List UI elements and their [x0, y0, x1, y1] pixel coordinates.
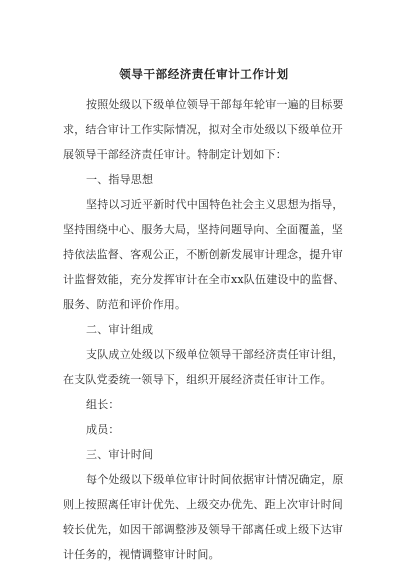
paragraph-line: 每个处级以下级单位审计时间依据审计情况确定，原	[86, 473, 344, 486]
section-heading: 三、审计时间	[86, 448, 154, 461]
paragraph-line: 计监督效能，充分发挥审计在全市xx队伍建设中的监督、	[63, 273, 345, 286]
document-title: 领导干部经济责任审计工作计划	[119, 67, 289, 81]
members-field: 成员：	[86, 423, 120, 436]
paragraph-line: 求，结合审计工作实际情况，拟对全市处级以下级单位开	[63, 123, 343, 136]
paragraph-line: 较长优先，如因干部调整涉及领导干部离任或上级下达审	[63, 523, 343, 536]
paragraph-line: 展领导干部经济责任审计。特制定计划如下：	[63, 148, 287, 161]
paragraph-line: 支队成立处级以下级单位领导干部经济责任审计组，	[86, 348, 344, 361]
paragraph-line: 按照处级以下级单位领导干部每年轮审一遍的目标要	[86, 98, 344, 111]
paragraph-line: 则上按照离任审计优先、上级交办优先、距上次审计时间	[63, 498, 343, 511]
paragraph-line: 在支队党委统一领导下，组织开展经济责任审计工作。	[63, 373, 332, 386]
paragraph-line: 计任务的，视情调整审计时间。	[63, 548, 220, 561]
section-heading: 一、指导思想	[86, 173, 154, 186]
leader-field: 组长：	[86, 398, 120, 411]
paragraph-line: 坚持以习近平新时代中国特色社会主义思想为指导，	[86, 198, 344, 211]
paragraph-line: 服务、防范和评价作用。	[63, 298, 187, 311]
section-heading: 二、审计组成	[86, 323, 154, 336]
paragraph-line: 坚持围绕中心、服务大局，坚持问题导向、全面覆盖，坚	[63, 223, 343, 236]
paragraph-line: 持依法监督、客观公正，不断创新发展审计理念，提升审	[63, 248, 343, 261]
